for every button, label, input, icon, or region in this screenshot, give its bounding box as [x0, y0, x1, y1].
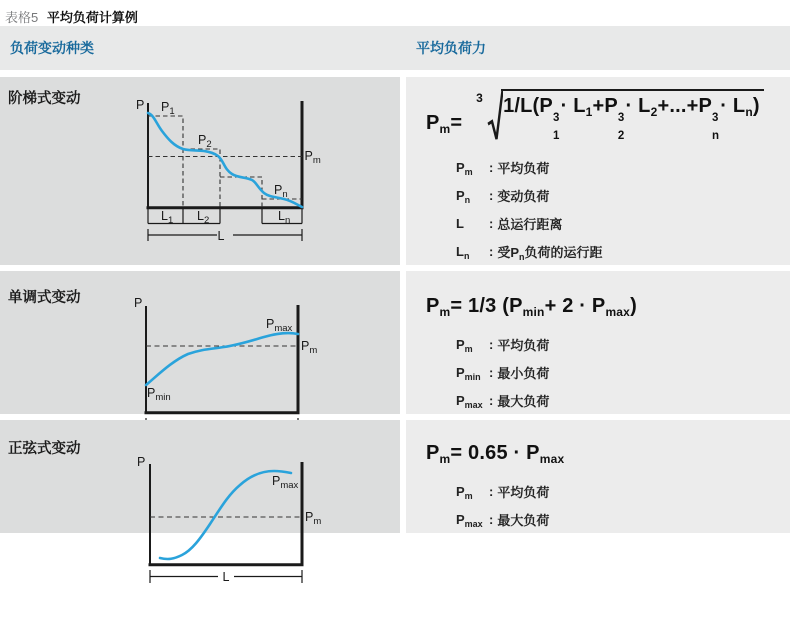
- legend-var: $P_m$: [456, 159, 473, 177]
- cube-root: [474, 89, 764, 141]
- load-type-cell: [0, 271, 400, 414]
- row-label: 单调式变动: [8, 290, 81, 306]
- legend-var: $P_{max}$: [456, 511, 483, 529]
- legend-var: L: [456, 215, 464, 231]
- legend-var: $P_{min}$: [456, 364, 481, 382]
- legend-var: $L_n$: [456, 243, 470, 261]
- legend-item: [456, 358, 790, 386]
- formula-sinusoidal: $P_m= 0.65 \cdot P_{max}$: [426, 442, 565, 466]
- legend-item: [456, 181, 790, 209]
- average-load-cell: [406, 420, 790, 533]
- legend-item: [456, 209, 790, 237]
- row-label: 阶梯式变动: [8, 91, 81, 107]
- table-title: [0, 0, 797, 26]
- pmin-label: $P_{min}$: [147, 386, 171, 403]
- l-total-label: L: [217, 229, 225, 243]
- pm-label: $P_m$: [305, 510, 322, 527]
- radical-index: 3: [476, 91, 483, 105]
- legend-var: $P_n$: [456, 187, 471, 205]
- formula-stepped: [426, 89, 790, 141]
- p-axis-label: P: [137, 455, 146, 469]
- p2-label: $P_2$: [198, 133, 212, 150]
- legend: [456, 477, 790, 533]
- legend-item: [456, 330, 790, 358]
- sinusoidal-load-diagram: [128, 452, 328, 587]
- pmax-label: $P_{max}$: [272, 474, 299, 491]
- legend-colon: :: [489, 243, 494, 259]
- stepped-load-diagram: [128, 93, 328, 245]
- load-curve: [146, 333, 298, 385]
- table-title-tag: 表格5: [5, 10, 39, 25]
- monotonic-load-diagram: [126, 295, 326, 435]
- load-type-cell: [0, 77, 400, 265]
- pm-label: $P_m$: [304, 149, 321, 166]
- legend-colon: :: [489, 159, 494, 175]
- legend-desc: 平均负荷: [497, 337, 550, 353]
- legend: [456, 330, 790, 414]
- legend-colon: :: [489, 483, 494, 499]
- table-row: [0, 420, 790, 584]
- legend-desc: 受$P_n$负荷的运行距: [497, 244, 603, 262]
- legend-desc: 最小负荷: [497, 365, 550, 381]
- p1-label: $P_1$: [161, 100, 175, 117]
- table-header: [0, 26, 790, 70]
- formula-token: 3 1: [552, 112, 560, 142]
- legend-colon: :: [489, 511, 494, 527]
- pmax-label: $P_{max}$: [266, 317, 293, 334]
- l-total-dimension: [148, 229, 302, 241]
- legend-var: $P_{max}$: [456, 392, 483, 410]
- ln-label: $L_n$: [278, 209, 291, 226]
- pm-label: $P_m$: [301, 339, 318, 356]
- formula-token: 3 2: [617, 112, 625, 142]
- legend-colon: :: [489, 336, 494, 352]
- formula-monotonic: $P_m= 1/3$ $(P_{min}+ 2 \cdot P_{max})$: [426, 295, 637, 319]
- legend-var: $P_m$: [456, 336, 473, 354]
- legend-desc: 总运行距离: [497, 216, 563, 232]
- formula-lhs: $P_m=$: [426, 112, 469, 136]
- l2-label: $L_2$: [197, 209, 210, 226]
- average-load-table: [0, 26, 790, 584]
- legend-item: [456, 153, 790, 181]
- legend-item: [456, 237, 790, 265]
- l1-label: $L_1$: [161, 209, 174, 226]
- legend-desc: 最大负荷: [497, 393, 550, 409]
- table-title-text: 平均负荷计算例: [46, 10, 138, 25]
- legend-colon: :: [489, 187, 494, 203]
- table-row: [0, 77, 790, 265]
- legend-colon: :: [489, 364, 494, 380]
- average-load-cell: [406, 77, 790, 265]
- legend-desc: 最大负荷: [497, 512, 550, 528]
- average-load-cell: [406, 271, 790, 414]
- pn-label: $P_n$: [274, 183, 288, 200]
- legend-item: [456, 386, 790, 414]
- legend-colon: :: [489, 215, 494, 231]
- legend-desc: 变动负荷: [497, 188, 550, 204]
- radicand: 1/L(P 3 1 · $L_1+P$ 3 2 · $L_2+...+P$ 3 n · $L_n$): [501, 89, 764, 141]
- formula-token: 3 n: [712, 112, 720, 142]
- legend-desc: 平均负荷: [497, 160, 550, 176]
- legend-colon: :: [489, 392, 494, 408]
- header-col-load-type: 负荷变动种类: [10, 40, 94, 56]
- legend-var: $P_m$: [456, 483, 473, 501]
- header-col-average-load: 平均负荷力: [416, 40, 486, 56]
- legend: [456, 153, 790, 265]
- p-axis-label: P: [136, 98, 145, 112]
- row-label: 正弦式变动: [8, 441, 81, 457]
- legend-item: [456, 505, 790, 533]
- p-axis-label: P: [134, 296, 143, 310]
- load-type-cell: [0, 420, 400, 584]
- legend-item: [456, 477, 790, 505]
- l-total-label: L: [222, 570, 230, 584]
- legend-desc: 平均负荷: [497, 484, 550, 500]
- table-row: [0, 271, 790, 414]
